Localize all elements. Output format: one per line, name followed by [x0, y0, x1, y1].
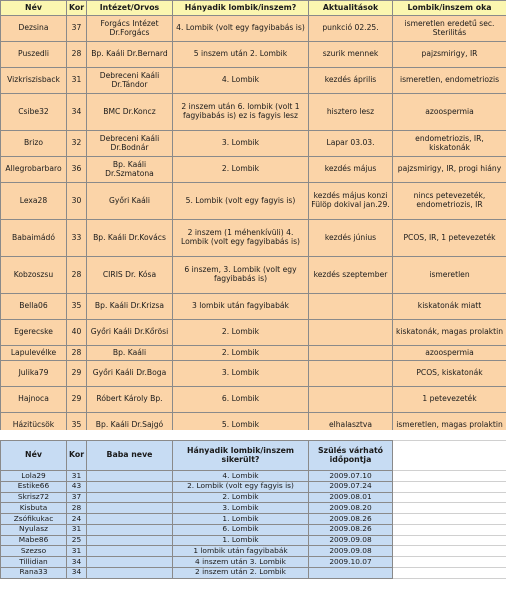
cause-cell: kiskatonák miatt: [393, 294, 506, 320]
empty-cell: [393, 546, 506, 557]
table-row: [1, 503, 506, 514]
attempt-cell: 6. Lombik: [173, 524, 309, 535]
baby-name-cell: [87, 567, 173, 578]
attempt-cell: 4. Lombik (volt egy fagyibabás is): [173, 16, 309, 42]
name-cell: Házitücsök: [1, 413, 67, 439]
empty-cell: [393, 441, 506, 471]
cause-cell: ismeretlen: [393, 257, 506, 294]
name-cell: Kisbuta: [1, 503, 67, 514]
clinic-cell: BMC Dr.Koncz: [87, 94, 173, 131]
age-cell: 40: [67, 320, 87, 346]
table-row: [1, 387, 506, 413]
name-cell: Zsófikukac: [1, 514, 67, 525]
baby-name-cell: [87, 524, 173, 535]
clinic-cell: Bp. Kaáli Dr.Szmatona: [87, 157, 173, 183]
status-cell: hisztero lesz: [309, 94, 393, 131]
attempt-cell: 6. Lombik: [173, 387, 309, 413]
age-cell: 35: [67, 413, 87, 439]
attempt-cell: 1. Lombik: [173, 535, 309, 546]
attempt-cell: 5. Lombik: [173, 413, 309, 439]
empty-cell: [393, 503, 506, 514]
due-date-cell: 2009.08.20: [309, 503, 393, 514]
cause-cell: pajzsmirigy, IR, progi hiány: [393, 157, 506, 183]
attempt-cell: 6 inszem, 3. Lombik (volt egy fagyibabás is): [173, 257, 309, 294]
header-cell: Hányadik lombik/inszem?: [173, 1, 309, 16]
cause-cell: ismeretlen, endometriozis: [393, 68, 506, 94]
header-row: [1, 1, 506, 16]
due-date-cell: 2009.08.26: [309, 514, 393, 525]
table-row: [1, 257, 506, 294]
table-spacer: [0, 430, 506, 440]
table-row: [1, 68, 506, 94]
clinic-cell: Bp. Kaáli Dr.Sajgó: [87, 413, 173, 439]
age-cell: 37: [67, 492, 87, 503]
status-cell: szurik mennek: [309, 42, 393, 68]
baby-name-cell: [87, 492, 173, 503]
age-cell: 31: [67, 68, 87, 94]
name-cell: Lapulevélke: [1, 346, 67, 361]
age-cell: 33: [67, 220, 87, 257]
name-cell: Nyulasz: [1, 524, 67, 535]
attempt-cell: 2 inszem után 6. lombik (volt 1 fagyibabás is) ez is fagyis lesz: [173, 94, 309, 131]
empty-cell: [393, 492, 506, 503]
clinic-cell: Debreceni Kaáli Dr.Tándor: [87, 68, 173, 94]
name-cell: Csibe32: [1, 94, 67, 131]
header-cell: Szülés várható időpontja: [309, 441, 393, 471]
attempt-cell: 3. Lombik: [173, 131, 309, 157]
name-cell: Skrisz72: [1, 492, 67, 503]
attempt-cell: 5. Lombik (volt egy fagyis is): [173, 183, 309, 220]
header-cell: Lombik/inszem oka: [393, 1, 506, 16]
table-row: [1, 557, 506, 568]
table-row: [1, 183, 506, 220]
table-row: [1, 481, 506, 492]
status-cell: [309, 361, 393, 387]
age-cell: 31: [67, 471, 87, 482]
table-row: [1, 492, 506, 503]
name-cell: Rana33: [1, 567, 67, 578]
name-cell: Kobzoszsu: [1, 257, 67, 294]
cause-cell: PCOS, kiskatonák: [393, 361, 506, 387]
status-cell: [309, 320, 393, 346]
due-date-cell: 2009.09.08: [309, 535, 393, 546]
age-cell: 37: [67, 16, 87, 42]
clinic-cell: Győri Kaáli Dr.Boga: [87, 361, 173, 387]
age-cell: 25: [67, 535, 87, 546]
clinic-cell: Forgács Intézet Dr.Forgács: [87, 16, 173, 42]
age-cell: 24: [67, 514, 87, 525]
table-row: [1, 524, 506, 535]
age-cell: 28: [67, 42, 87, 68]
cause-cell: pajzsmirigy, IR: [393, 42, 506, 68]
attempt-cell: 2 inszem után 2. Lombik: [173, 567, 309, 578]
due-date-cell: 2009.08.26: [309, 524, 393, 535]
clinic-cell: Győri Kaáli: [87, 183, 173, 220]
table-row: [1, 535, 506, 546]
status-cell: elhalasztva: [309, 413, 393, 439]
name-cell: Allegrobarbaro: [1, 157, 67, 183]
age-cell: 28: [67, 257, 87, 294]
table-row: [1, 157, 506, 183]
clinic-cell: Bp. Kaáli: [87, 346, 173, 361]
clinic-cell: Bp. Kaáli Dr.Bernard: [87, 42, 173, 68]
baby-name-cell: [87, 514, 173, 525]
attempt-cell: 2. Lombik: [173, 492, 309, 503]
table-row: [1, 567, 506, 578]
age-cell: 30: [67, 183, 87, 220]
table-row: [1, 220, 506, 257]
empty-cell: [393, 567, 506, 578]
header-cell: Hányadik lombik/inszem sikerült?: [173, 441, 309, 471]
header-cell: Név: [1, 441, 67, 471]
name-cell: Dezsina: [1, 16, 67, 42]
name-cell: Vizkriszisback: [1, 68, 67, 94]
header-cell: Aktualitások: [309, 1, 393, 16]
age-cell: 28: [67, 503, 87, 514]
table-row: [1, 320, 506, 346]
table-row: [1, 16, 506, 42]
empty-cell: [393, 524, 506, 535]
age-cell: 31: [67, 524, 87, 535]
status-cell: kezdés június: [309, 220, 393, 257]
name-cell: Puszedli: [1, 42, 67, 68]
header-cell: Név: [1, 1, 67, 16]
attempt-cell: 4. Lombik: [173, 68, 309, 94]
attempt-cell: 2 inszem (1 méhenkívüli) 4. Lombik (volt egy fagyibabás is): [173, 220, 309, 257]
table-row: [1, 346, 506, 361]
attempt-cell: 2. Lombik: [173, 157, 309, 183]
age-cell: 28: [67, 346, 87, 361]
pregnancy-table: [0, 440, 506, 579]
clinic-cell: Róbert Károly Bp.: [87, 387, 173, 413]
baby-name-cell: [87, 546, 173, 557]
age-cell: 34: [67, 557, 87, 568]
header-cell: Kor: [67, 1, 87, 16]
status-cell: kezdés szeptember: [309, 257, 393, 294]
age-cell: 36: [67, 157, 87, 183]
attempt-cell: 4 inszem után 3. Lombik: [173, 557, 309, 568]
name-cell: Hajnoca: [1, 387, 67, 413]
due-date-cell: [309, 567, 393, 578]
empty-cell: [393, 514, 506, 525]
status-cell: [309, 346, 393, 361]
cause-cell: endometriozis, IR, kiskatonák: [393, 131, 506, 157]
name-cell: Estike66: [1, 481, 67, 492]
age-cell: 34: [67, 567, 87, 578]
name-cell: Babaimádó: [1, 220, 67, 257]
clinic-cell: Bp. Kaáli Dr.Kovács: [87, 220, 173, 257]
header-cell: Kor: [67, 441, 87, 471]
baby-name-cell: [87, 535, 173, 546]
clinic-cell: Debreceni Kaáli Dr.Bodnár: [87, 131, 173, 157]
status-cell: kezdés május: [309, 157, 393, 183]
table-row: [1, 94, 506, 131]
attempt-cell: 2. Lombik: [173, 346, 309, 361]
status-cell: punkció 02.25.: [309, 16, 393, 42]
clinic-cell: Bp. Kaáli Dr.Krizsa: [87, 294, 173, 320]
header-cell: Baba neve: [87, 441, 173, 471]
table-row: [1, 514, 506, 525]
baby-name-cell: [87, 557, 173, 568]
attempt-cell: 3. Lombik: [173, 503, 309, 514]
cause-cell: 1 petevezeték: [393, 387, 506, 413]
age-cell: 29: [67, 387, 87, 413]
age-cell: 29: [67, 361, 87, 387]
empty-cell: [393, 535, 506, 546]
attempt-cell: 1. Lombik: [173, 514, 309, 525]
empty-cell: [393, 557, 506, 568]
empty-cell: [393, 471, 506, 482]
cause-cell: azoospermia: [393, 346, 506, 361]
attempt-cell: 4. Lombik: [173, 471, 309, 482]
name-cell: Brizo: [1, 131, 67, 157]
status-cell: Lapar 03.03.: [309, 131, 393, 157]
age-cell: 43: [67, 481, 87, 492]
cause-cell: ismeretlen, magas prolaktin: [393, 413, 506, 439]
attempt-cell: 3 lombik után fagyibabák: [173, 294, 309, 320]
clinic-cell: Győri Kaáli Dr.Kőrösi: [87, 320, 173, 346]
age-cell: 34: [67, 94, 87, 131]
due-date-cell: 2009.10.07: [309, 557, 393, 568]
attempt-cell: 1 lombik után fagyibabák: [173, 546, 309, 557]
due-date-cell: 2009.07.10: [309, 471, 393, 482]
cause-cell: ismeretlen eredetű sec. Sterilitás: [393, 16, 506, 42]
table-row: [1, 294, 506, 320]
clinic-cell: CIRIS Dr. Kósa: [87, 257, 173, 294]
due-date-cell: 2009.07.24: [309, 481, 393, 492]
due-date-cell: 2009.08.01: [309, 492, 393, 503]
baby-name-cell: [87, 481, 173, 492]
name-cell: Mabe86: [1, 535, 67, 546]
header-cell: Intézet/Orvos: [87, 1, 173, 16]
baby-name-cell: [87, 503, 173, 514]
name-cell: Szezso: [1, 546, 67, 557]
attempt-cell: 3. Lombik: [173, 361, 309, 387]
header-row: [1, 441, 506, 471]
table-row: [1, 42, 506, 68]
name-cell: Tillidian: [1, 557, 67, 568]
name-cell: Bella06: [1, 294, 67, 320]
status-cell: [309, 294, 393, 320]
attempt-cell: 5 inszem után 2. Lombik: [173, 42, 309, 68]
age-cell: 35: [67, 294, 87, 320]
status-cell: [309, 387, 393, 413]
status-cell: kezdés május konzi Fülöp dokival jan.29.: [309, 183, 393, 220]
name-cell: Egerecske: [1, 320, 67, 346]
age-cell: 32: [67, 131, 87, 157]
table-row: [1, 546, 506, 557]
name-cell: Julika79: [1, 361, 67, 387]
table-row: [1, 471, 506, 482]
age-cell: 31: [67, 546, 87, 557]
cause-cell: azoospermia: [393, 94, 506, 131]
cause-cell: kiskatonák, magas prolaktin: [393, 320, 506, 346]
table-row: [1, 131, 506, 157]
table-row: [1, 361, 506, 387]
attempt-cell: 2. Lombik: [173, 320, 309, 346]
cause-cell: PCOS, IR, 1 petevezeték: [393, 220, 506, 257]
status-cell: kezdés április: [309, 68, 393, 94]
attempt-cell: 2. Lombik (volt egy fagyis is): [173, 481, 309, 492]
cause-cell: nincs petevezeték, endometriozis, IR: [393, 183, 506, 220]
due-date-cell: 2009.09.08: [309, 546, 393, 557]
name-cell: Lola29: [1, 471, 67, 482]
name-cell: Lexa28: [1, 183, 67, 220]
baby-name-cell: [87, 471, 173, 482]
empty-cell: [393, 481, 506, 492]
